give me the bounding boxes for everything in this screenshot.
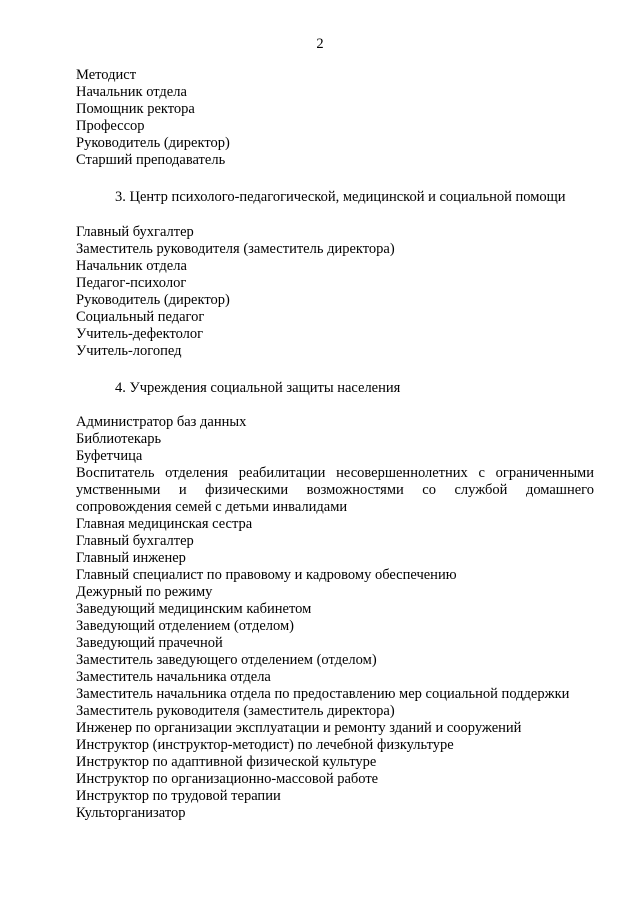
list-item: Инструктор по трудовой терапии xyxy=(76,788,281,804)
list-item-line: Воспитатель отделения реабилитации несовершеннолетних с ограниченными xyxy=(76,465,594,481)
long-list-item xyxy=(76,465,594,516)
list-item: Старший преподаватель xyxy=(76,152,226,168)
list-item: Методист xyxy=(76,67,137,83)
list-item: Буфетчица xyxy=(76,448,143,464)
list-item: Заместитель начальника отдела по предоставлению мер социальной поддержки xyxy=(76,686,570,702)
list-item: Помощник ректора xyxy=(76,101,195,117)
list-item: Заведующий отделением (отделом) xyxy=(76,618,294,634)
section-4-heading: 4. Учреждения социальной защиты населения xyxy=(115,380,401,396)
top-list xyxy=(76,67,594,169)
list-item: Учитель-дефектолог xyxy=(76,326,204,342)
list-item: Педагог-психолог xyxy=(76,275,187,291)
list-item: Главный бухгалтер xyxy=(76,224,194,240)
list-item-line: сопровождения семей с детьми инвалидами xyxy=(76,499,348,515)
list-item-line: умственными и физическими возможностями со службой домашнего xyxy=(76,482,594,498)
list-item: Заместитель руководителя (заместитель директора) xyxy=(76,241,395,257)
list-item: Заведующий прачечной xyxy=(76,635,223,651)
list-item: Культорганизатор xyxy=(76,805,186,821)
list-item: Инструктор (инструктор-методист) по лечебной физкультуре xyxy=(76,737,454,753)
list-item: Библиотекарь xyxy=(76,431,162,447)
list-item: Главный инженер xyxy=(76,550,186,566)
list-item: Руководитель (директор) xyxy=(76,135,230,151)
list-item: Главный специалист по правовому и кадровому обеспечению xyxy=(76,567,457,583)
list-item: Дежурный по режиму xyxy=(76,584,213,600)
list-item: Главный бухгалтер xyxy=(76,533,194,549)
list-item: Инженер по организации эксплуатации и ремонту зданий и сооружений xyxy=(76,720,522,736)
page-number: 2 xyxy=(316,36,324,52)
list-item: Заместитель начальника отдела xyxy=(76,669,271,685)
list-item: Заведующий медицинским кабинетом xyxy=(76,601,312,617)
list-item: Учитель-логопед xyxy=(76,343,182,359)
section-3-list xyxy=(76,224,594,360)
list-item: Инструктор по адаптивной физической культуре xyxy=(76,754,377,770)
list-item: Заместитель руководителя (заместитель директора) xyxy=(76,703,395,719)
list-item: Руководитель (директор) xyxy=(76,292,230,308)
list-item: Администратор баз данных xyxy=(76,414,247,430)
list-item: Социальный педагог xyxy=(76,309,205,325)
section-4-list xyxy=(76,414,594,822)
list-item: Профессор xyxy=(76,118,145,134)
list-item: Главная медицинская сестра xyxy=(76,516,253,532)
section-3-heading: 3. Центр психолого-педагогической, медицинской и социальной помощи xyxy=(115,189,566,205)
list-item: Начальник отдела xyxy=(76,84,187,100)
list-item: Начальник отдела xyxy=(76,258,187,274)
list-item: Инструктор по организационно-массовой работе xyxy=(76,771,379,787)
list-item: Заместитель заведующего отделением (отделом) xyxy=(76,652,377,668)
